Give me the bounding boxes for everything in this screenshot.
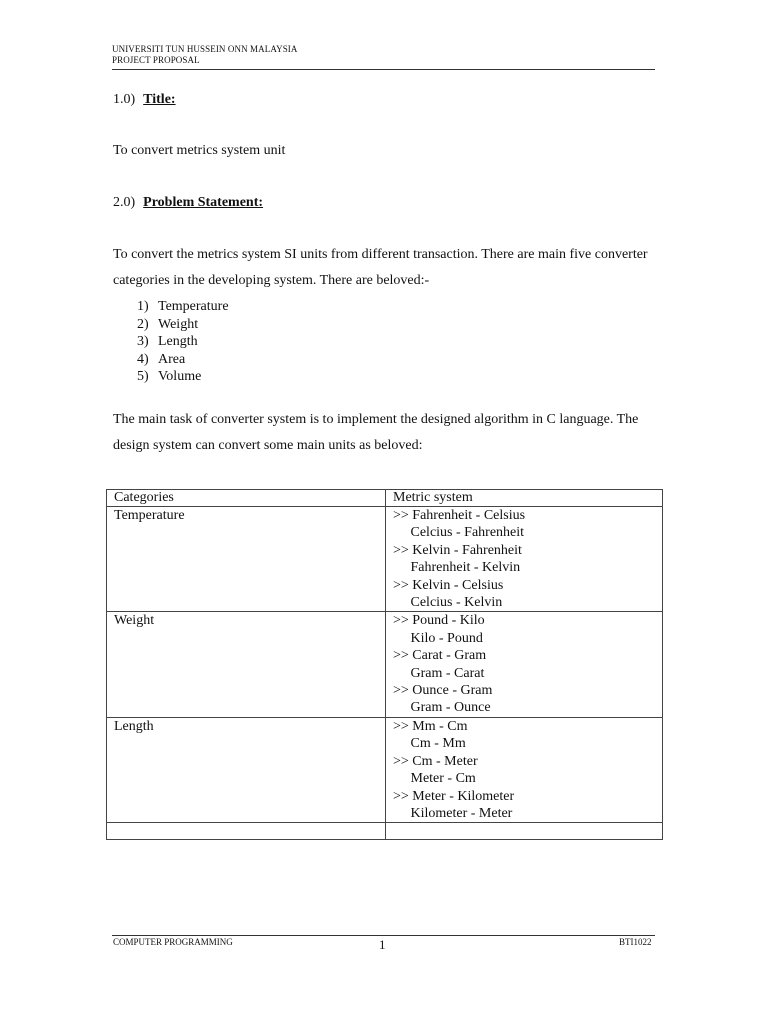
conversion-line: Cm - Mm [393, 736, 466, 752]
empty-cell [386, 823, 663, 840]
conversion-line: Gram - Ounce [393, 700, 491, 716]
title-text: To convert metrics system unit [113, 143, 286, 158]
conversion-cell [386, 507, 663, 612]
list-text: Area [158, 351, 186, 367]
page-number: 1 [379, 937, 386, 952]
list-item [137, 351, 229, 369]
list-text: Length [158, 334, 198, 349]
list-number: 3) [137, 334, 149, 349]
task-text: The main task of converter system is to implement the designed algorithm in C language. The design system can convert some main units as beloved: [113, 412, 639, 453]
header-rule [112, 69, 655, 70]
section-title-heading [113, 92, 176, 108]
conversion-line: >> Fahrenheit - Celsius [393, 508, 526, 523]
section-label: Title: [143, 92, 176, 107]
empty-cell [107, 823, 386, 840]
list-item [137, 333, 229, 351]
list-text: Temperature [158, 299, 229, 314]
table-row [107, 717, 663, 822]
list-item [137, 368, 229, 386]
conversion-table [106, 489, 663, 840]
section-number: 2.0) [113, 195, 136, 210]
footer-course-code: BTI1022 [619, 937, 652, 947]
problem-statement-heading [113, 195, 263, 211]
list-number: 2) [137, 316, 149, 332]
table-empty-row [107, 823, 663, 840]
conversion-line: >> Kelvin - Celsius [393, 577, 504, 593]
list-number: 4) [137, 351, 149, 367]
list-number: 1) [137, 299, 149, 314]
table-header-cell: Metric system [386, 490, 663, 507]
section-number: 1.0) [113, 92, 136, 107]
category-cell: Weight [107, 612, 386, 717]
conversion-line: >> Cm - Meter [393, 753, 478, 769]
list-item [137, 298, 229, 316]
header-doc-type: PROJECT PROPOSAL [112, 55, 200, 65]
conversion-line: >> Carat - Gram [393, 648, 487, 664]
table-header-row [107, 490, 663, 507]
conversion-line: Fahrenheit - Kelvin [393, 560, 521, 576]
table-header-cell: Categories [107, 490, 386, 507]
conversion-line: >> Pound - Kilo [393, 613, 485, 629]
conversion-line: >> Mm - Cm [393, 718, 468, 734]
conversion-line: Celcius - Fahrenheit [393, 525, 525, 541]
conversion-line: >> Kelvin - Fahrenheit [393, 542, 522, 558]
category-cell: Temperature [107, 507, 386, 612]
page-header [112, 44, 655, 66]
category-list [137, 298, 229, 386]
conversion-line: Kilometer - Meter [393, 805, 513, 821]
list-number: 5) [137, 369, 149, 384]
conversion-line: Kilo - Pound [393, 630, 483, 646]
table-row [107, 612, 663, 717]
category-cell: Length [107, 717, 386, 822]
problem-text: To convert the metrics system SI units from different transaction. There are main five converter categories in the developing system. There are beloved:- [113, 247, 648, 288]
conversion-cell [386, 717, 663, 822]
conversion-line: Gram - Carat [393, 665, 485, 681]
conversion-cell [386, 612, 663, 717]
section-label: Problem Statement: [143, 195, 264, 210]
conversion-line: >> Ounce - Gram [393, 683, 493, 699]
footer-rule [112, 935, 655, 936]
list-item [137, 316, 229, 334]
conversion-line: >> Meter - Kilometer [393, 788, 515, 804]
conversion-line: Meter - Cm [393, 771, 476, 787]
list-text: Weight [158, 316, 199, 332]
conversion-line: Celcius - Kelvin [393, 595, 503, 611]
list-text: Volume [158, 369, 202, 384]
header-university: UNIVERSITI TUN HUSSEIN ONN MALAYSIA [112, 44, 298, 54]
footer-course: COMPUTER PROGRAMMING [113, 937, 233, 947]
table-row [107, 507, 663, 612]
